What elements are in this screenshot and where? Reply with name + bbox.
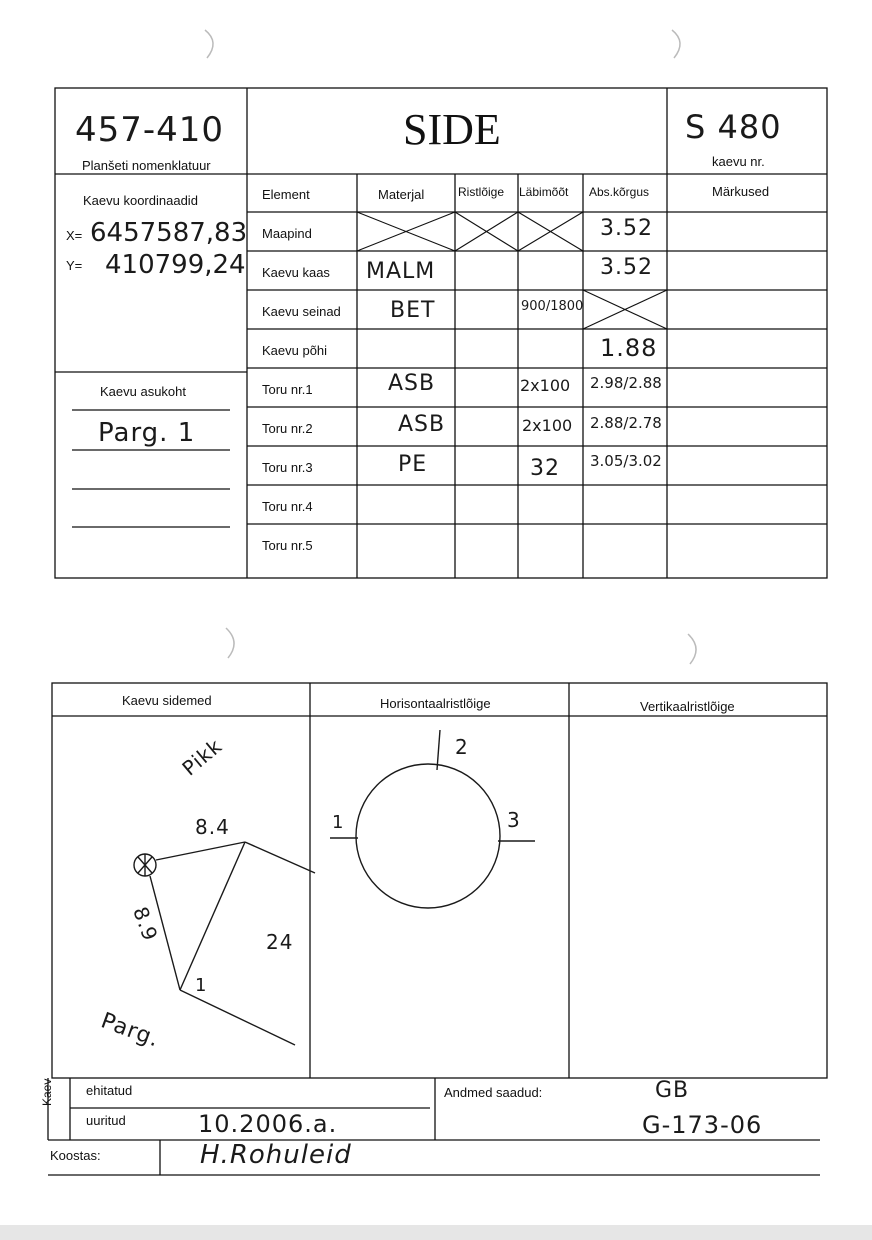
surveyed-value: 10.2006.a. xyxy=(198,1110,338,1138)
header-section: Ristlõige xyxy=(458,185,505,199)
cell-height: 3.05/3.02 xyxy=(590,452,662,470)
sheet-number-value: 457-410 xyxy=(75,110,225,150)
header-element: Element xyxy=(262,187,310,202)
data-from-value1: GB xyxy=(655,1078,690,1103)
links-label: Kaevu sidemed xyxy=(122,693,212,708)
section-num-1: 1 xyxy=(332,812,345,833)
cell-material: MALM xyxy=(366,259,436,284)
coordinates-label: Kaevu koordinaadid xyxy=(83,193,198,208)
x-prefix: X= xyxy=(66,228,83,243)
section-num-3: 3 xyxy=(507,808,521,832)
sketch-dist-left: 8.9 xyxy=(128,903,163,945)
built-label: ehitatud xyxy=(86,1083,133,1098)
row-element: Toru nr.2 xyxy=(262,421,313,436)
sketch-num-1: 1 xyxy=(195,975,208,996)
cell-height: 3.52 xyxy=(600,216,653,241)
row-element: Toru nr.5 xyxy=(262,538,313,553)
scan-edge xyxy=(0,1225,872,1240)
section-num-2: 2 xyxy=(455,735,469,759)
cell-diameter: 32 xyxy=(530,456,560,481)
cell-diameter: 2x100 xyxy=(522,416,573,435)
row-element: Kaevu kaas xyxy=(262,265,330,280)
cell-diameter: 900/1800 xyxy=(521,299,584,314)
sketch-dist-top: 8.4 xyxy=(195,815,230,839)
cell-material: BET xyxy=(390,298,436,323)
surveyed-label: uuritud xyxy=(86,1113,126,1128)
cell-height: 1.88 xyxy=(600,334,658,362)
row-element: Toru nr.1 xyxy=(262,382,313,397)
cell-material: PE xyxy=(398,452,428,477)
header-height: Abs.kõrgus xyxy=(589,185,650,199)
compiled-value: H.Rohuleid xyxy=(200,1140,352,1170)
location-label: Kaevu asukoht xyxy=(100,384,187,399)
cell-height: 2.88/2.78 xyxy=(590,414,662,432)
kaev-label: Kaev xyxy=(40,1078,54,1106)
header-notes: Märkused xyxy=(712,184,770,199)
y-prefix: Y= xyxy=(66,258,83,273)
cell-material: ASB xyxy=(398,412,446,437)
sketch-dist-right: 24 xyxy=(266,930,294,954)
data-from-value2: G-173-06 xyxy=(642,1111,763,1139)
cell-height: 2.98/2.88 xyxy=(590,374,662,392)
manhole-number-label: kaevu nr. xyxy=(712,154,765,169)
manhole-number-value: S 480 xyxy=(685,108,782,146)
cell-height: 3.52 xyxy=(600,255,653,280)
row-element: Maapind xyxy=(262,226,312,241)
row-element: Toru nr.3 xyxy=(262,460,313,475)
sheet-number-label: Planšeti nomenklatuur xyxy=(82,158,211,173)
compiled-label: Koostas: xyxy=(50,1148,101,1163)
row-element: Kaevu seinad xyxy=(262,304,341,319)
header-diameter: Läbimõõt xyxy=(519,185,569,199)
header-material: Materjal xyxy=(378,187,425,202)
x-coordinate-value: 6457587,83 xyxy=(90,218,248,248)
location-value: Parg. 1 xyxy=(98,418,196,448)
sketch-street: Pikk xyxy=(177,733,227,781)
form-title: SIDE xyxy=(403,105,501,154)
vertical-section-label: Vertikaalristlõige xyxy=(640,699,735,714)
data-from-label: Andmed saadud: xyxy=(444,1085,543,1100)
y-coordinate-value: 410799,24 xyxy=(105,250,246,280)
horizontal-section xyxy=(330,730,535,908)
sketch-park: Parg. xyxy=(97,1008,163,1053)
horizontal-section-label: Horisontaalristlõige xyxy=(380,696,491,711)
cell-material: ASB xyxy=(388,371,436,396)
cell-diameter: 2x100 xyxy=(520,376,571,395)
row-element: Toru nr.4 xyxy=(262,499,313,514)
row-element: Kaevu põhi xyxy=(262,343,328,358)
